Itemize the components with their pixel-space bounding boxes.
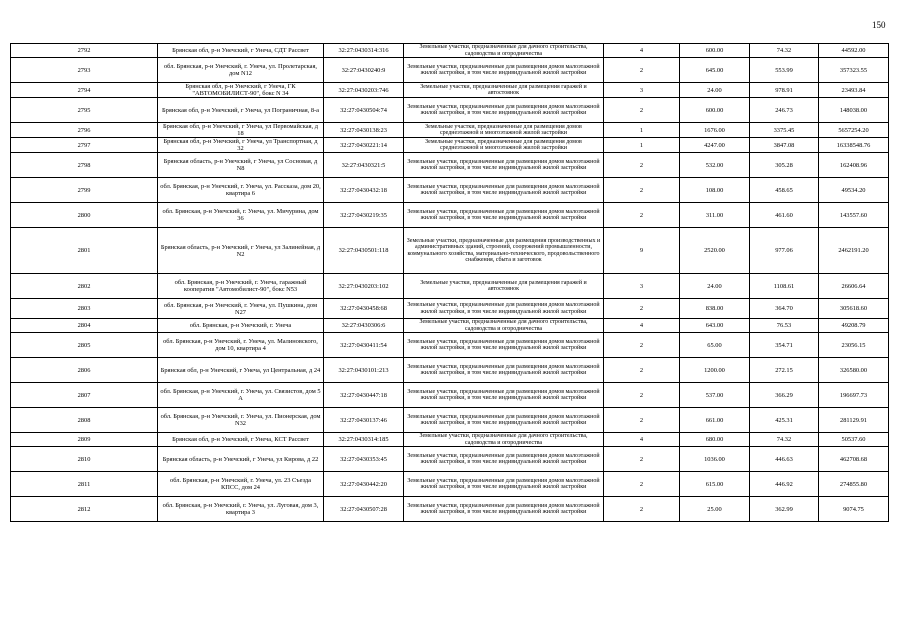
row-number-cell: 2794 xyxy=(11,83,158,98)
specific-value-cell: 272.15 xyxy=(750,358,819,383)
cadastral-value-cell: 16338548.76 xyxy=(819,138,889,153)
address-cell: обл. Брянская, р-н Унечский, г. Унеча, ул. Пионерская, дом N32 xyxy=(158,408,324,433)
row-number-cell: 2802 xyxy=(11,274,158,299)
row-number-cell: 2799 xyxy=(11,178,158,203)
cadastral-number-cell: 32:27:0430442:20 xyxy=(324,472,404,497)
land-use-code-cell: 9 xyxy=(604,228,680,274)
specific-value-cell: 354.71 xyxy=(750,333,819,358)
row-number-cell: 2797 xyxy=(11,138,158,153)
cadastral-number-cell: 32:27:0430137:46 xyxy=(324,408,404,433)
specific-value-cell: 553.99 xyxy=(750,58,819,83)
page-number: 150 xyxy=(872,20,886,30)
specific-value-cell: 978.91 xyxy=(750,83,819,98)
area-cell: 1200.00 xyxy=(680,358,750,383)
address-cell: обл. Брянская, р-н Унечский, г. Унеча, ул. Мичурина, дом 36 xyxy=(158,203,324,228)
cadastral-number-cell: 32:27:0430432:18 xyxy=(324,178,404,203)
area-cell: 600.00 xyxy=(680,98,750,123)
address-cell: Брянская область, р-н Унечский, г Унеча, ул Кирова, д 22 xyxy=(158,447,324,472)
cadastral-number-cell: 32:27:0430321:5 xyxy=(324,153,404,178)
cadastral-value-cell: 326580.00 xyxy=(819,358,889,383)
land-use-code-cell: 2 xyxy=(604,203,680,228)
cadastral-value-cell: 23493.84 xyxy=(819,83,889,98)
row-number-cell: 2812 xyxy=(11,497,158,522)
address-cell: обл. Брянская, р-н Унечский, г. Унеча, ул. Луговая, дом 3, квартира 3 xyxy=(158,497,324,522)
cadastral-value-cell: 305618.60 xyxy=(819,299,889,319)
land-use-cell: Земельные участки, предназначенные для размещения домов малоэтажной жилой застройки, в том числе индивидуальной жилой застройки xyxy=(404,408,604,433)
cadastral-number-cell: 32:27:0430138:23 xyxy=(324,123,404,138)
cadastral-number-cell: 32:27:0430504:74 xyxy=(324,98,404,123)
table-row xyxy=(11,408,889,433)
cadastral-value-cell: 274855.80 xyxy=(819,472,889,497)
address-cell: обл. Брянская, р-н Унечский, г. Унеча, гаражный кооператив "Автомобилист-90", бокс N53 xyxy=(158,274,324,299)
cadastral-value-cell: 462708.68 xyxy=(819,447,889,472)
cadastral-value-table xyxy=(10,43,889,522)
specific-value-cell: 74.32 xyxy=(750,44,819,58)
table-body xyxy=(11,44,889,522)
area-cell: 311.00 xyxy=(680,203,750,228)
area-cell: 537.00 xyxy=(680,383,750,408)
address-cell: Брянская область, р-н Унечский, г Унеча, ул Залинейная, д N2 xyxy=(158,228,324,274)
land-use-code-cell: 1 xyxy=(604,123,680,138)
row-number-cell: 2809 xyxy=(11,433,158,447)
specific-value-cell: 246.73 xyxy=(750,98,819,123)
area-cell: 108.00 xyxy=(680,178,750,203)
cadastral-number-cell: 32:27:0430314:185 xyxy=(324,433,404,447)
area-cell: 4247.00 xyxy=(680,138,750,153)
specific-value-cell: 458.65 xyxy=(750,178,819,203)
land-use-cell: Земельные участки, предназначенные для дачного строительства, садоводства и огородничества xyxy=(404,44,604,58)
land-use-cell: Земельные участки, предназначенные для размещения домов малоэтажной жилой застройки, в том числе индивидуальной жилой застройки xyxy=(404,447,604,472)
cadastral-number-cell: 32:27:0430353:45 xyxy=(324,447,404,472)
table-row xyxy=(11,274,889,299)
specific-value-cell: 366.29 xyxy=(750,383,819,408)
table-row xyxy=(11,433,889,447)
area-cell: 645.00 xyxy=(680,58,750,83)
address-cell: Брянская обл, р-н Унечский, г Унеча, ГК "АВТОМОБИЛИСТ-90", бокс N 34 xyxy=(158,83,324,98)
cadastral-value-cell: 50537.60 xyxy=(819,433,889,447)
table-row xyxy=(11,153,889,178)
address-cell: Брянская обл, р-н Унечский, г Унеча, ул Первомайская, д 18 xyxy=(158,123,324,138)
row-number-cell: 2803 xyxy=(11,299,158,319)
address-cell: обл. Брянская, р-н Унечский, г. Унеча, ул. 23 Съезда КПСС, дом 24 xyxy=(158,472,324,497)
table-row xyxy=(11,447,889,472)
area-cell: 838.00 xyxy=(680,299,750,319)
table-row xyxy=(11,228,889,274)
land-use-code-cell: 2 xyxy=(604,358,680,383)
specific-value-cell: 446.63 xyxy=(750,447,819,472)
row-number-cell: 2793 xyxy=(11,58,158,83)
specific-value-cell: 1108.61 xyxy=(750,274,819,299)
cadastral-number-cell: 32:27:0430411:54 xyxy=(324,333,404,358)
specific-value-cell: 362.99 xyxy=(750,497,819,522)
land-use-cell: Земельные участки, предназначенные для размещения домов малоэтажной жилой застройки, в том числе индивидуальной жилой застройки xyxy=(404,203,604,228)
address-cell: обл. Брянская, р-н Унечский, г. Унеча, ул. Связистов, дом 5 А xyxy=(158,383,324,408)
area-cell: 532.00 xyxy=(680,153,750,178)
land-use-code-cell: 2 xyxy=(604,447,680,472)
table-row xyxy=(11,178,889,203)
cadastral-value-cell: 162408.96 xyxy=(819,153,889,178)
area-cell: 2520.00 xyxy=(680,228,750,274)
land-use-cell: Земельные участки, предназначенные для размещения домов малоэтажной жилой застройки, в том числе индивидуальной жилой застройки xyxy=(404,178,604,203)
land-use-cell: Земельные участки, предназначенные для размещения домов малоэтажной жилой застройки, в том числе индивидуальной жилой застройки xyxy=(404,58,604,83)
cadastral-number-cell: 32:27:0430203:746 xyxy=(324,83,404,98)
cadastral-number-cell: 32:27:0430221:14 xyxy=(324,138,404,153)
land-use-code-cell: 2 xyxy=(604,333,680,358)
area-cell: 661.00 xyxy=(680,408,750,433)
address-cell: обл. Брянская, р-н Унечский, г. Унеча, ул. Пушкина, дом N27 xyxy=(158,299,324,319)
table-row xyxy=(11,138,889,153)
address-cell: Брянская обл, р-н Унечский, г Унеча, ул Транспортная, д 32 xyxy=(158,138,324,153)
land-use-cell: Земельные участки, предназначенные для размещения домов среднеэтажной и многоэтажной жилой застройки xyxy=(404,138,604,153)
specific-value-cell: 461.60 xyxy=(750,203,819,228)
specific-value-cell: 364.70 xyxy=(750,299,819,319)
row-number-cell: 2792 xyxy=(11,44,158,58)
table-row xyxy=(11,203,889,228)
land-use-code-cell: 3 xyxy=(604,83,680,98)
cadastral-value-cell: 5657254.20 xyxy=(819,123,889,138)
land-use-cell: Земельные участки, предназначенные для размещения гаражей и автостоянок xyxy=(404,274,604,299)
table-row xyxy=(11,123,889,138)
land-use-code-cell: 2 xyxy=(604,299,680,319)
land-use-cell: Земельные участки, предназначенные для размещения гаражей и автостоянок xyxy=(404,83,604,98)
specific-value-cell: 3375.45 xyxy=(750,123,819,138)
row-number-cell: 2808 xyxy=(11,408,158,433)
land-use-code-cell: 4 xyxy=(604,433,680,447)
area-cell: 65.00 xyxy=(680,333,750,358)
land-use-cell: Земельные участки, предназначенные для размещения домов малоэтажной жилой застройки, в том числе индивидуальной жилой застройки xyxy=(404,497,604,522)
row-number-cell: 2804 xyxy=(11,319,158,333)
land-use-cell: Земельные участки, предназначенные для размещения домов малоэтажной жилой застройки, в том числе индивидуальной жилой застройки xyxy=(404,299,604,319)
address-cell: Брянская обл, р-н Унечский, г Унеча, ул Пограничная, 8-а xyxy=(158,98,324,123)
area-cell: 1036.00 xyxy=(680,447,750,472)
land-use-cell: Земельные участки, предназначенные для размещения домов малоэтажной жилой застройки, в том числе индивидуальной жилой застройки xyxy=(404,383,604,408)
land-use-cell: Земельные участки, предназначенные для дачного строительства, садоводства и огородничества xyxy=(404,433,604,447)
table-row xyxy=(11,333,889,358)
land-use-code-cell: 3 xyxy=(604,274,680,299)
land-use-code-cell: 2 xyxy=(604,472,680,497)
address-cell: обл. Брянская, р-н Унечский, г. Унеча, ул. Рассказа, дом 20, квартира 6 xyxy=(158,178,324,203)
cadastral-number-cell: 32:27:0430447:18 xyxy=(324,383,404,408)
area-cell: 680.00 xyxy=(680,433,750,447)
cadastral-number-cell: 32:27:0430501:118 xyxy=(324,228,404,274)
area-cell: 25.00 xyxy=(680,497,750,522)
row-number-cell: 2806 xyxy=(11,358,158,383)
row-number-cell: 2795 xyxy=(11,98,158,123)
land-use-cell: Земельные участки, предназначенные для размещения производственных и административных зданий, строений, сооружений промышленности, коммунального хозяйства, материально-технического, продовольственного снабжения, сбыта и заготовок xyxy=(404,228,604,274)
row-number-cell: 2801 xyxy=(11,228,158,274)
area-cell: 600.00 xyxy=(680,44,750,58)
cadastral-value-cell: 26606.64 xyxy=(819,274,889,299)
table-row xyxy=(11,358,889,383)
cadastral-value-cell: 196697.73 xyxy=(819,383,889,408)
land-use-cell: Земельные участки, предназначенные для размещения домов малоэтажной жилой застройки, в том числе индивидуальной жилой застройки xyxy=(404,153,604,178)
land-use-code-cell: 1 xyxy=(604,138,680,153)
table-row xyxy=(11,472,889,497)
address-cell: Брянская обл, р-н Унечский, г Унеча, КСТ Рассвет xyxy=(158,433,324,447)
row-number-cell: 2798 xyxy=(11,153,158,178)
cadastral-value-cell: 2462191.20 xyxy=(819,228,889,274)
land-use-cell: Земельные участки, предназначенные для размещения домов малоэтажной жилой застройки, в том числе индивидуальной жилой застройки xyxy=(404,333,604,358)
cadastral-number-cell: 32:27:0430507:28 xyxy=(324,497,404,522)
land-use-cell: Земельные участки, предназначенные для размещения домов малоэтажной жилой застройки, в том числе индивидуальной жилой застройки xyxy=(404,472,604,497)
land-use-cell: Земельные участки, предназначенные для размещения домов среднеэтажной и многоэтажной жилой застройки xyxy=(404,123,604,138)
area-cell: 24.00 xyxy=(680,274,750,299)
specific-value-cell: 76.53 xyxy=(750,319,819,333)
specific-value-cell: 3847.08 xyxy=(750,138,819,153)
cadastral-value-cell: 143557.60 xyxy=(819,203,889,228)
row-number-cell: 2796 xyxy=(11,123,158,138)
address-cell: обл. Брянская, р-н Унечский, г. Унеча xyxy=(158,319,324,333)
cadastral-value-cell: 9074.75 xyxy=(819,497,889,522)
land-use-code-cell: 4 xyxy=(604,319,680,333)
table-row xyxy=(11,83,889,98)
land-use-code-cell: 2 xyxy=(604,383,680,408)
cadastral-number-cell: 32:27:0430101:213 xyxy=(324,358,404,383)
specific-value-cell: 305.28 xyxy=(750,153,819,178)
land-use-cell: Земельные участки, предназначенные для дачного строительства, садоводства и огородничества xyxy=(404,319,604,333)
table-row xyxy=(11,58,889,83)
specific-value-cell: 425.31 xyxy=(750,408,819,433)
area-cell: 615.00 xyxy=(680,472,750,497)
address-cell: обл. Брянская, р-н Унечский, г. Унеча, ул. Малиновского, дом 10, квартира 4 xyxy=(158,333,324,358)
table-row xyxy=(11,98,889,123)
land-use-cell: Земельные участки, предназначенные для размещения домов малоэтажной жилой застройки, в том числе индивидуальной жилой застройки xyxy=(404,98,604,123)
cadastral-value-cell: 44592.00 xyxy=(819,44,889,58)
cadastral-number-cell: 32:27:0430306:6 xyxy=(324,319,404,333)
area-cell: 1676.00 xyxy=(680,123,750,138)
cadastral-number-cell: 32:27:0430219:35 xyxy=(324,203,404,228)
specific-value-cell: 74.32 xyxy=(750,433,819,447)
address-cell: Брянская обл, р-н Унечский, г Унеча, СДТ Рассвет xyxy=(158,44,324,58)
cadastral-value-cell: 281129.91 xyxy=(819,408,889,433)
cadastral-value-cell: 49208.79 xyxy=(819,319,889,333)
row-number-cell: 2807 xyxy=(11,383,158,408)
table-row xyxy=(11,299,889,319)
land-use-code-cell: 2 xyxy=(604,178,680,203)
specific-value-cell: 446.92 xyxy=(750,472,819,497)
row-number-cell: 2811 xyxy=(11,472,158,497)
cadastral-value-cell: 23056.15 xyxy=(819,333,889,358)
land-use-cell: Земельные участки, предназначенные для размещения домов малоэтажной жилой застройки, в том числе индивидуальной жилой застройки xyxy=(404,358,604,383)
cadastral-number-cell: 32:27:0430203:102 xyxy=(324,274,404,299)
cadastral-number-cell: 32:27:0430314:316 xyxy=(324,44,404,58)
cadastral-value-cell: 49534.20 xyxy=(819,178,889,203)
row-number-cell: 2810 xyxy=(11,447,158,472)
area-cell: 24.00 xyxy=(680,83,750,98)
area-cell: 643.00 xyxy=(680,319,750,333)
cadastral-value-cell: 148038.00 xyxy=(819,98,889,123)
table-row xyxy=(11,497,889,522)
table-row xyxy=(11,319,889,333)
land-use-code-cell: 2 xyxy=(604,408,680,433)
cadastral-value-cell: 357323.55 xyxy=(819,58,889,83)
table-row xyxy=(11,383,889,408)
land-use-code-cell: 2 xyxy=(604,497,680,522)
table-row xyxy=(11,44,889,58)
address-cell: Брянская обл, р-н Унечский, г Унеча, ул Центральная, д 24 xyxy=(158,358,324,383)
land-use-code-cell: 2 xyxy=(604,153,680,178)
land-use-code-cell: 4 xyxy=(604,44,680,58)
cadastral-number-cell: 32:27:0430458:68 xyxy=(324,299,404,319)
land-use-code-cell: 2 xyxy=(604,58,680,83)
row-number-cell: 2800 xyxy=(11,203,158,228)
land-use-code-cell: 2 xyxy=(604,98,680,123)
address-cell: Брянская область, р-н Унечский, г Унеча, ул Сосновая, д N8 xyxy=(158,153,324,178)
row-number-cell: 2805 xyxy=(11,333,158,358)
cadastral-number-cell: 32:27:0430240:9 xyxy=(324,58,404,83)
specific-value-cell: 977.06 xyxy=(750,228,819,274)
address-cell: обл. Брянская, р-н Унечский, г. Унеча, ул. Пролетарская, дом N12 xyxy=(158,58,324,83)
